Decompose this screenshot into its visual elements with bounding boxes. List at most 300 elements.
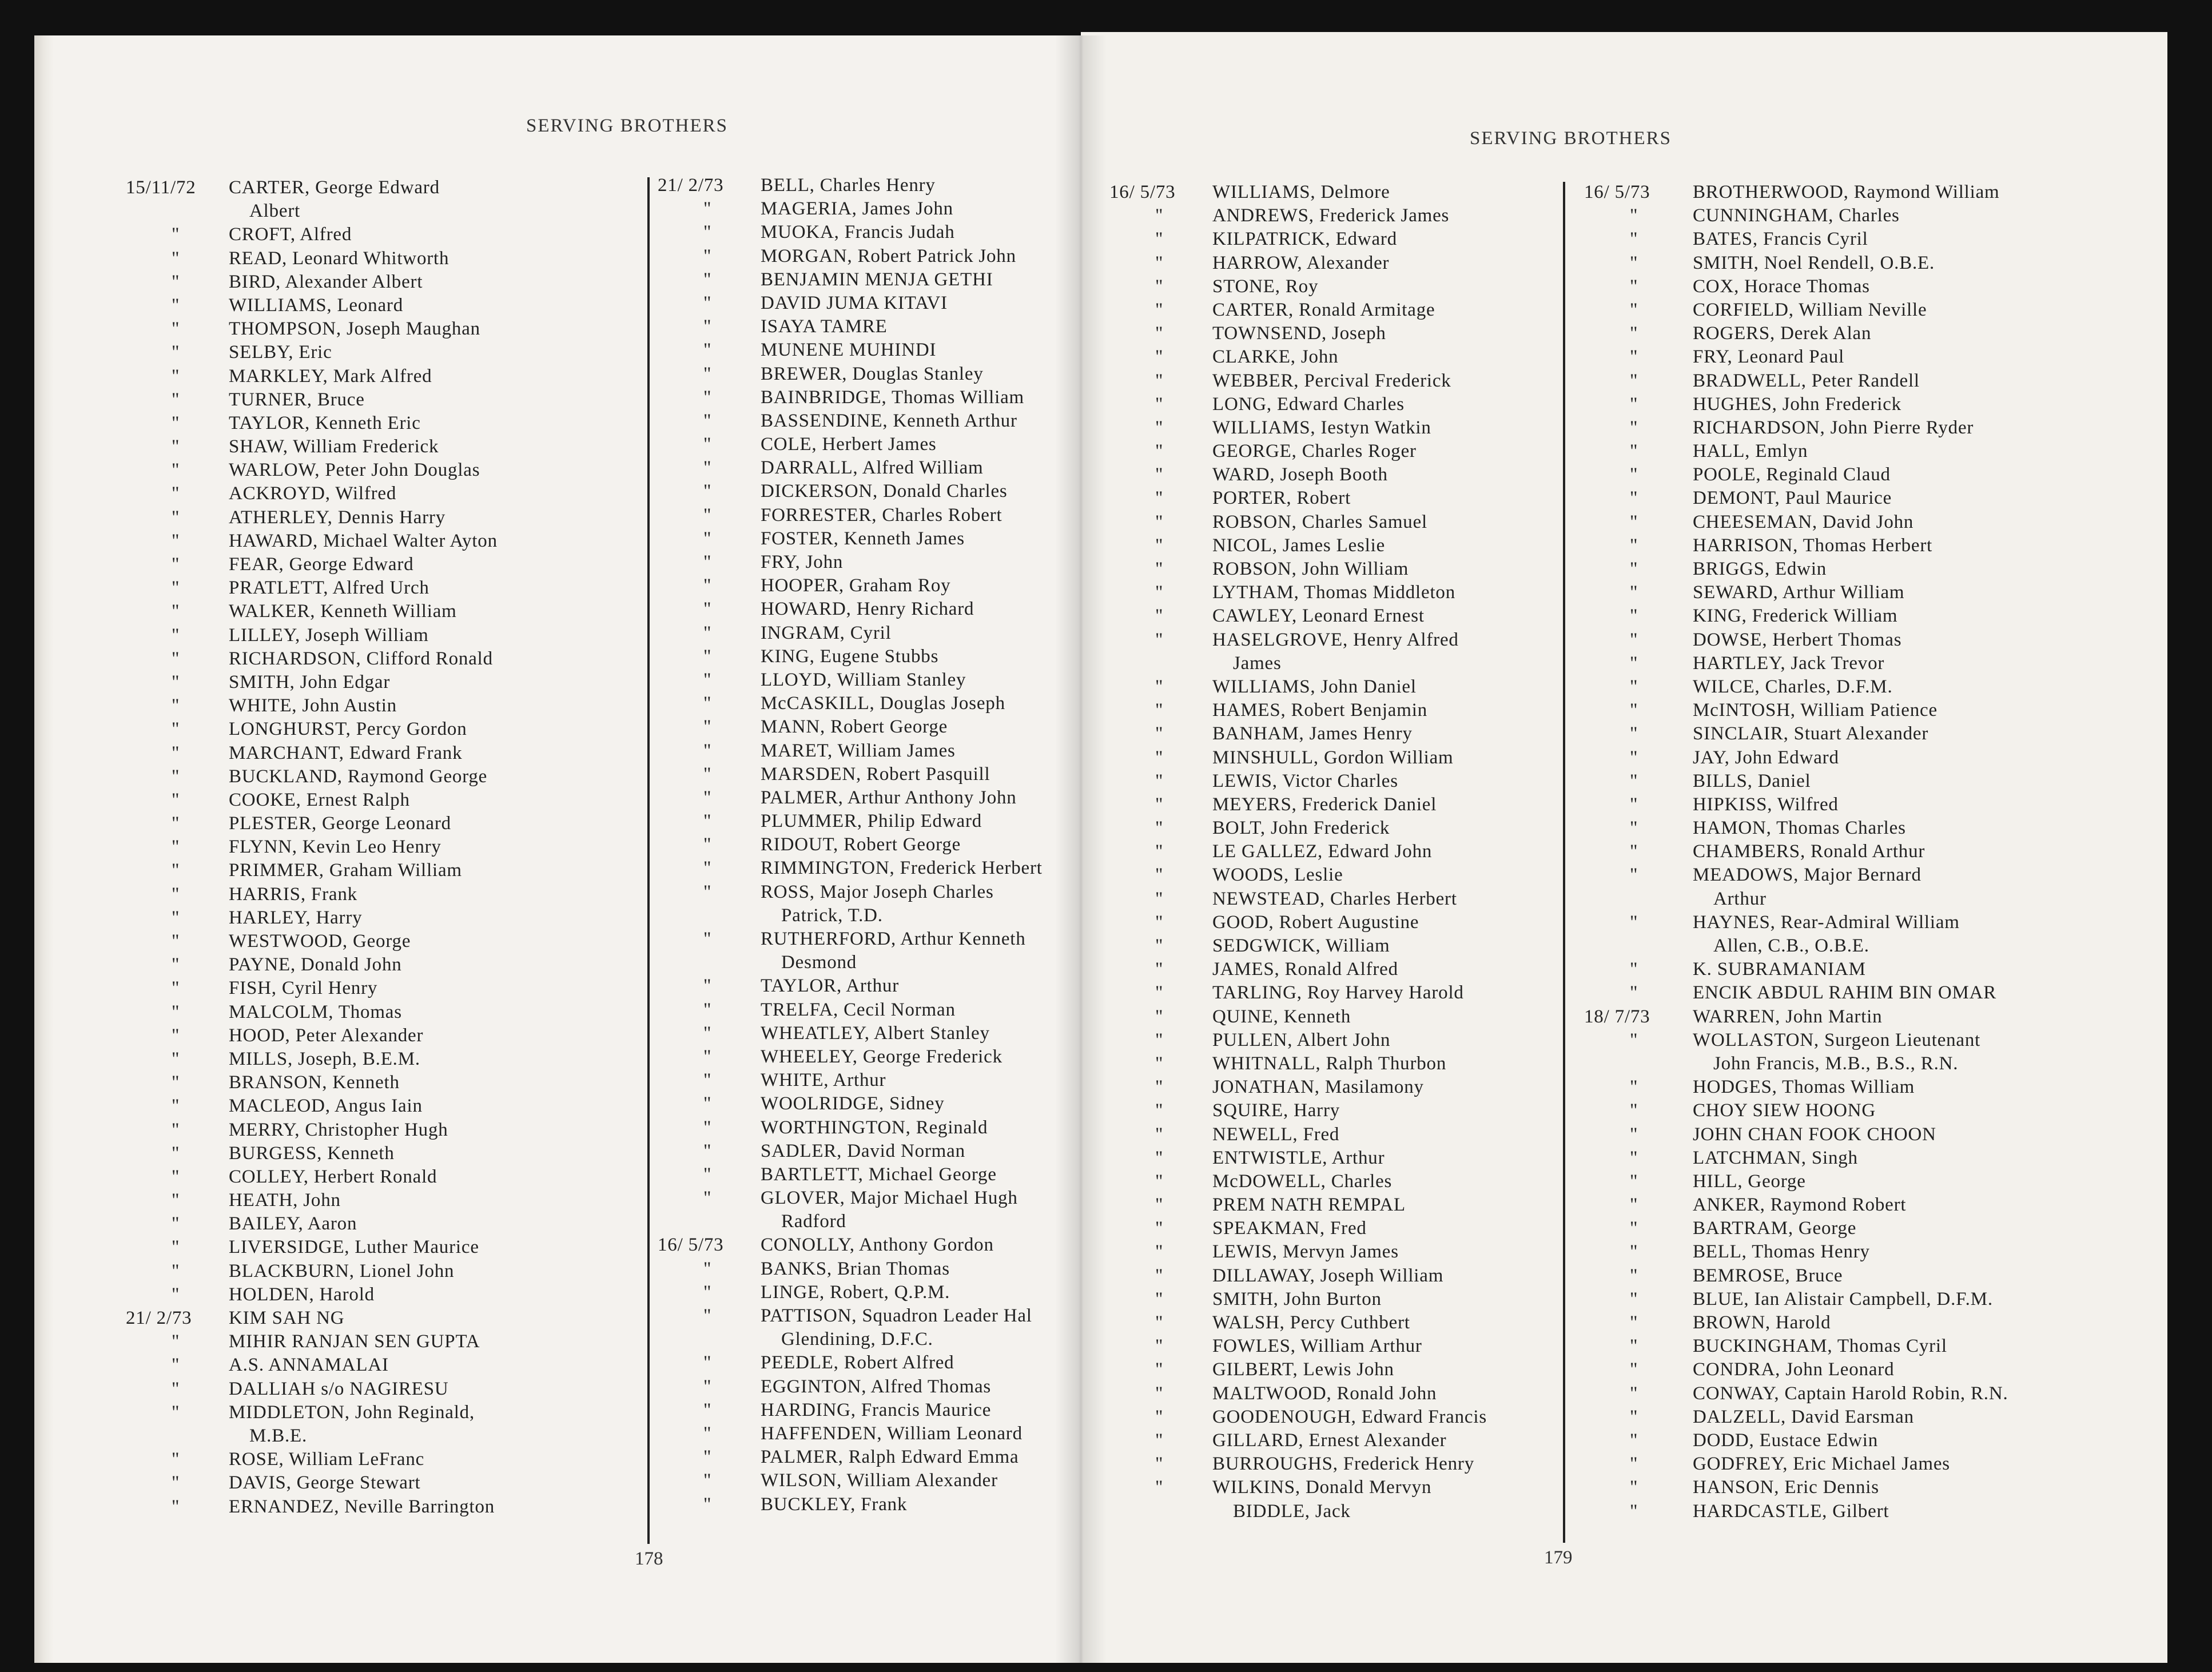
entry-date: " [703,1164,712,1185]
entry-date: " [1630,841,1638,862]
entry-name: TAYLOR, Arthur [761,976,900,997]
register-entry [658,670,1081,693]
register-entry [1109,676,1613,700]
register-entry [658,1400,1081,1423]
entry-date: " [703,552,712,572]
entry-date: " [172,719,180,740]
entry-name: M.B.E. [249,1425,308,1446]
entry-name: ENTWISTLE, Arthur [1212,1147,1385,1168]
entry-date: " [172,1331,180,1352]
register-entry [1584,229,2156,252]
entry-name: MIHIR RANJAN SEN GUPTA [229,1331,480,1352]
entry-name: BIRD, Alexander Albert [229,271,423,292]
entry-name: ROGERS, Derek Alan [1693,323,1872,344]
right-column-2 [1584,182,2156,1524]
entry-date: " [172,1096,180,1117]
entry-name: GODFREY, Eric Michael James [1693,1454,1950,1475]
entry-date: " [703,340,712,361]
entry-name: WESTWOOD, George [229,931,411,952]
register-entry [1109,182,1613,205]
register-entry [126,884,640,907]
register-entry [658,1070,1081,1093]
entry-date: " [703,1470,712,1491]
register-entry [126,177,640,201]
entry-name: ATHERLEY, Dennis Harry [229,507,446,528]
entry-date: " [1155,417,1164,438]
entry-name: DALLIAH s/o NAGIRESU [229,1378,449,1399]
register-entry [658,1259,1081,1282]
entry-date: " [1630,865,1638,886]
register-entry [658,1211,1081,1235]
entry-name: TURNER, Bruce [229,389,365,410]
entry-date: " [1630,205,1638,226]
register-entry [1109,1053,1613,1077]
entry-date: " [172,436,180,457]
entry-name: SINCLAIR, Stuart Alexander [1693,723,1929,745]
register-entry [126,1449,640,1472]
register-entry [126,1379,640,1402]
entry-date: " [1630,535,1638,556]
entry-name: DAVIS, George Stewart [229,1472,421,1494]
register-entry [1109,1100,1613,1124]
entry-name: MARET, William James [761,740,956,761]
register-entry [126,1190,640,1213]
entry-name: HARDCASTLE, Gilbert [1693,1500,1889,1522]
entry-date: " [1155,370,1164,391]
entry-date: " [1155,441,1164,462]
register-entry [1109,371,1613,394]
register-entry [126,625,640,648]
entry-name: Desmond [781,952,857,973]
entry-name: HOLDEN, Harold [229,1284,375,1305]
page-edge [34,35,54,1663]
entry-date: " [703,1305,712,1326]
entry-name: MARKLEY, Mark Alfred [229,365,432,387]
register-entry [658,1093,1081,1117]
register-entry [1584,1077,2156,1100]
entry-name: TOWNSEND, Joseph [1212,323,1386,344]
entry-name: FOWLES, William Arthur [1212,1336,1422,1357]
register-entry [126,342,640,365]
entry-date: " [1155,1312,1164,1333]
entry-date: " [703,410,712,431]
register-entry [658,387,1081,411]
register-entry [658,222,1081,245]
register-entry [1109,747,1613,771]
entry-name: HIPKISS, Wilfred [1693,794,1839,815]
entry-date: " [703,881,712,902]
register-entry [1109,1077,1613,1100]
entry-date: 21/ 2/73 [126,1308,192,1328]
entry-date: " [703,646,712,667]
register-entry [1109,982,1613,1006]
entry-date: " [172,1072,180,1093]
entry-date: " [172,1048,180,1069]
register-entry [658,882,1081,905]
entry-name: BATES, Francis Cyril [1693,229,1868,250]
right-column-1 [1109,182,1613,1524]
entry-name: LEWIS, Mervyn James [1212,1241,1399,1263]
entry-date: " [172,860,180,881]
entry-name: MERRY, Christopher Hugh [229,1119,448,1140]
entry-date: " [1630,1241,1638,1263]
register-entry [126,1284,640,1308]
register-entry [1109,1359,1613,1383]
register-entry [1109,464,1613,488]
register-entry [658,834,1081,858]
entry-name: SADLER, David Norman [761,1140,965,1161]
entry-name: HAFFENDEN, William Leonard [761,1423,1023,1444]
register-entry [658,1000,1081,1023]
register-entry [1584,653,2156,676]
register-entry [658,1352,1081,1376]
entry-name: COX, Horace Thomas [1693,276,1870,297]
register-entry [126,248,640,272]
entry-name: WILLIAMS, Leonard [229,294,404,316]
register-entry [658,340,1081,363]
entry-date: " [172,624,180,646]
register-entry [658,364,1081,387]
entry-date: " [1155,559,1164,579]
entry-name: THOMPSON, Joseph Maughan [229,319,480,340]
entry-name: RIMMINGTON, Frederick Herbert [761,858,1043,879]
entry-name: LONGHURST, Percy Gordon [229,719,467,740]
entry-date: " [703,387,712,408]
register-entry [126,978,640,1001]
entry-name: BANHAM, James Henry [1212,723,1413,745]
entry-date: " [1630,1147,1638,1168]
register-entry [658,481,1081,504]
entry-name: BENJAMIN MENJA GETHI [761,269,993,290]
entry-name: DALZELL, David Earsman [1693,1406,1914,1427]
entry-date: " [1155,347,1164,368]
entry-date: " [1155,488,1164,509]
entry-name: KILPATRICK, Edward [1212,229,1398,250]
register-entry [1109,700,1613,723]
register-entry [658,693,1081,716]
entry-name: WHITE, John Austin [229,695,397,716]
register-entry [1584,1454,2156,1477]
entry-name: LIVERSIDGE, Luther Maurice [229,1237,479,1258]
register-entry [1584,818,2156,841]
register-entry [1109,1312,1613,1336]
entry-date: " [1155,935,1164,956]
register-entry [126,1143,640,1167]
entry-date: " [172,789,180,810]
entry-date: " [703,999,712,1020]
entry-name: MUNENE MUHINDI [761,340,937,361]
register-entry [1109,912,1613,935]
entry-name: CROFT, Alfred [229,224,352,245]
entry-name: HARLEY, Harry [229,907,363,928]
entry-date: 15/11/72 [126,177,196,198]
entry-name: CHEESEMAN, David John [1693,511,1914,532]
register-entry [126,436,640,460]
entry-name: CARTER, Ronald Armitage [1212,299,1435,320]
entry-date: " [1155,1359,1164,1380]
entry-name: ENCIK ABDUL RAHIM BIN OMAR [1693,982,1997,1004]
register-entry [1109,1171,1613,1195]
entry-name: Patrick, T.D. [781,905,883,926]
register-entry [658,623,1081,646]
register-entry [1109,889,1613,912]
entry-date: " [172,954,180,976]
entry-name: BELL, Thomas Henry [1693,1241,1870,1263]
register-entry [1584,1265,2156,1289]
page-number-left: 178 [635,1548,663,1569]
entry-name: MAGERIA, James John [761,198,953,220]
entry-date: " [1155,888,1164,909]
entry-date: " [703,787,712,808]
entry-name: BILLS, Daniel [1693,770,1811,791]
entry-date: " [1630,1383,1638,1404]
entry-date: " [703,575,712,596]
entry-name: POOLE, Reginald Claud [1693,464,1891,485]
register-entry [126,1072,640,1096]
entry-name: BELL, Charles Henry [761,175,936,196]
entry-date: " [172,1378,180,1399]
entry-name: ISAYA TAMRE [761,316,888,337]
entry-name: PATTISON, Squadron Leader Hal [761,1305,1032,1326]
entry-name: MARSDEN, Robert Pasquill [761,763,990,785]
entry-name: PLESTER, George Leonard [229,813,451,834]
entry-date: " [1155,1006,1164,1027]
register-entry [658,198,1081,222]
entry-date: " [172,1166,180,1187]
entry-name: TAYLOR, Kenneth Eric [229,412,421,433]
entry-date: " [1630,393,1638,415]
entry-date: " [1155,1147,1164,1168]
entry-name: HASELGROVE, Henry Alfred [1212,629,1459,650]
register-entry [1584,1477,2156,1500]
entry-date: " [1630,959,1638,980]
register-entry [1109,959,1613,982]
entry-date: " [703,457,712,479]
register-entry [658,787,1081,811]
entry-name: LYTHAM, Thomas Middleton [1212,582,1456,603]
entry-name: RICHARDSON, John Pierre Ryder [1693,417,1974,438]
entry-name: CONWAY, Captain Harold Robin, R.N. [1693,1383,2008,1404]
entry-date: " [172,695,180,716]
entry-date: " [1630,323,1638,344]
entry-name: GILLARD, Ernest Alexander [1212,1430,1447,1451]
register-entry [1584,464,2156,488]
entry-name: FRY, Leonard Paul [1693,347,1845,368]
entry-date: 16/ 5/73 [658,1235,724,1256]
register-entry [126,1331,640,1355]
entry-date: " [1155,535,1164,556]
entry-date: " [1155,1383,1164,1404]
entry-name: LILLEY, Joseph William [229,624,429,646]
register-entry [658,929,1081,952]
entry-name: BLACKBURN, Lionel John [229,1260,455,1281]
entry-name: HALL, Emlyn [1693,441,1808,462]
entry-name: HANSON, Eric Dennis [1693,1477,1879,1498]
register-entry [1584,512,2156,535]
entry-name: SEDGWICK, William [1212,935,1390,956]
entry-date: " [1630,1430,1638,1451]
entry-name: MINSHULL, Gordon William [1212,747,1454,768]
register-entry [1109,771,1613,794]
register-entry [1584,441,2156,464]
entry-name: PRATLETT, Alfred Urch [229,578,429,599]
register-entry [1584,1383,2156,1407]
entry-date: " [703,858,712,879]
entry-date: " [703,1070,712,1091]
entry-name: PLUMMER, Philip Edward [761,811,982,832]
register-entry [1109,630,1613,653]
entry-date: " [1155,276,1164,297]
entry-date: " [1630,723,1638,745]
register-entry [658,1447,1081,1470]
entry-name: CONDRA, John Leonard [1693,1359,1895,1380]
register-entry [1109,1430,1613,1454]
entry-date: " [703,693,712,714]
entry-name: ERNANDEZ, Neville Barrington [229,1496,495,1517]
register-entry [1584,1195,2156,1218]
register-entry [1584,794,2156,818]
entry-date: " [1155,1124,1164,1145]
register-entry [1109,1030,1613,1053]
register-entry [126,1402,640,1426]
register-entry [126,1237,640,1260]
entry-date: " [172,578,180,599]
entry-name: WORTHINGTON, Reginald [761,1117,988,1138]
entry-date: " [703,1117,712,1138]
entry-date: " [172,271,180,292]
register-entry [658,552,1081,575]
register-entry [658,1423,1081,1447]
entry-date: " [172,319,180,340]
entry-name: DICKERSON, Donald Charles [761,481,1008,502]
entry-date: " [1630,1077,1638,1098]
entry-name: JAMES, Ronald Alfred [1212,959,1398,980]
entry-date: " [1630,229,1638,250]
register-entry [658,811,1081,834]
entry-date: " [1155,323,1164,344]
entry-name: MIDDLETON, John Reginald, [229,1402,475,1423]
entry-date: " [703,1022,712,1044]
entry-date: " [1630,1477,1638,1498]
register-entry [1584,723,2156,747]
entry-date: " [703,1046,712,1067]
entry-date: " [172,1284,180,1305]
register-entry [126,295,640,319]
entry-date: 16/ 5/73 [1584,182,1650,202]
entry-name: WOODS, Leslie [1212,865,1343,886]
entry-name: BANKS, Brian Thomas [761,1258,950,1279]
entry-name: SPEAKMAN, Fred [1212,1218,1367,1239]
entry-name: TARLING, Roy Harvey Harold [1212,982,1464,1004]
register-entry [1109,606,1613,629]
register-entry [1584,1241,2156,1265]
register-entry [1584,1124,2156,1148]
entry-name: BUCKINGHAM, Thomas Cyril [1693,1336,1947,1357]
entry-name: MORGAN, Robert Patrick John [761,245,1016,266]
entry-name: WILSON, William Alexander [761,1470,998,1491]
entry-date: " [1630,464,1638,485]
entry-name: MALCOLM, Thomas [229,1001,402,1022]
entry-date: " [1630,770,1638,791]
entry-date: " [703,669,712,690]
entry-name: WALSH, Percy Cuthbert [1212,1312,1410,1333]
register-entry [1584,935,2156,959]
register-entry [126,860,640,883]
entry-date: " [703,1494,712,1515]
entry-name: MUOKA, Francis Judah [761,222,955,243]
register-entry [1109,417,1613,441]
entry-name: FRY, John [761,552,844,572]
entry-date: " [1155,723,1164,745]
register-entry [1584,1289,2156,1312]
entry-date: " [703,1258,712,1279]
entry-name: HOOPER, Graham Roy [761,575,951,596]
register-entry [1584,771,2156,794]
entry-date: " [703,1352,712,1374]
entry-date: " [1155,511,1164,532]
entry-name: READ, Leonard Whitworth [229,248,449,269]
register-entry [1584,1359,2156,1383]
entry-name: PREM NATH REMPAL [1212,1195,1406,1216]
entry-name: FOSTER, Kenneth James [761,528,965,549]
entry-name: SEWARD, Arthur William [1693,582,1905,603]
register-entry [126,224,640,248]
register-entry [1109,276,1613,300]
register-entry [1109,323,1613,347]
entry-name: LE GALLEZ, Edward John [1212,841,1433,862]
entry-date: " [172,907,180,928]
entry-name: WILLIAMS, Delmore [1212,182,1390,202]
entry-date: " [1630,1454,1638,1475]
entry-date: " [1155,1195,1164,1216]
entry-name: EGGINTON, Alfred Thomas [761,1376,992,1397]
entry-date: " [703,528,712,549]
register-entry [658,575,1081,599]
entry-name: HOOD, Peter Alexander [229,1025,424,1046]
entry-name: BROTHERWOOD, Raymond William [1693,182,2000,202]
entry-name: BOLT, John Frederick [1212,818,1390,839]
register-entry [658,457,1081,481]
register-entry [1584,1148,2156,1171]
entry-date: " [1155,676,1164,697]
register-entry [1584,841,2156,865]
entry-name: DODD, Eustace Edwin [1693,1430,1879,1451]
register-entry [1109,1218,1613,1241]
register-entry [126,1261,640,1284]
entry-name: McINTOSH, William Patience [1693,700,1938,721]
entry-date: " [1155,1241,1164,1263]
entry-date: " [172,1025,180,1046]
entry-date: " [1155,700,1164,721]
entry-date: " [1155,299,1164,320]
register-entry [126,366,640,389]
entry-name: KING, Eugene Stubbs [761,646,939,667]
entry-date: " [1155,982,1164,1004]
register-entry [1584,1312,2156,1336]
entry-date: " [703,1447,712,1468]
entry-name: BUCKLAND, Raymond George [229,766,488,787]
register-entry [126,1213,640,1237]
register-entry [1584,535,2156,559]
entry-name: MEYERS, Frederick Daniel [1212,794,1437,815]
entry-name: ROBSON, John William [1212,559,1409,579]
entry-name: FLYNN, Kevin Leo Henry [229,837,441,858]
entry-name: FISH, Cyril Henry [229,978,378,999]
entry-name: HAYNES, Rear-Admiral William [1693,911,1960,933]
entry-date: " [703,1140,712,1161]
register-entry [1584,865,2156,888]
entry-date: " [172,389,180,410]
